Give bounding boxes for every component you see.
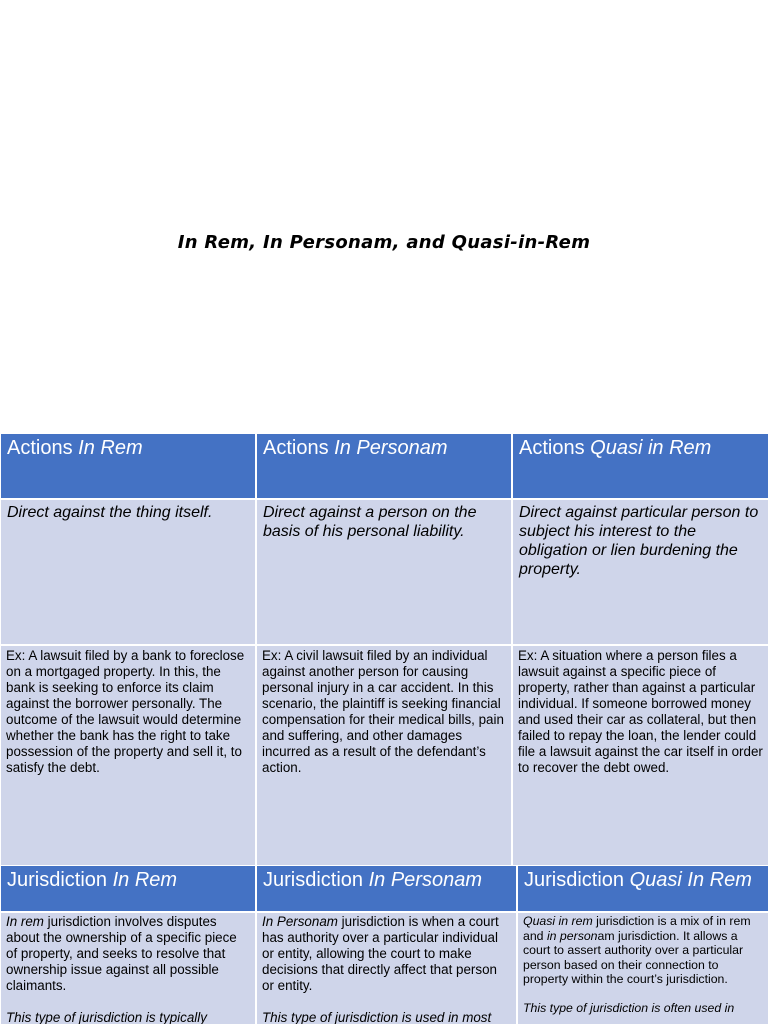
paragraph xyxy=(523,914,763,987)
definition-in-rem: Direct against the thing itself. xyxy=(1,500,255,644)
header-emphasis: In Rem xyxy=(112,869,178,891)
table2-header-in-personam xyxy=(257,866,516,911)
table2-header-in-rem xyxy=(1,866,255,911)
jurisdiction-in-personam-text xyxy=(257,913,516,1024)
header-prefix: Actions xyxy=(7,437,79,459)
header-emphasis: Quasi In Rem xyxy=(629,869,752,891)
paragraph-2: This type of jurisdiction is used in most xyxy=(262,1010,492,1024)
header-emphasis: In Rem xyxy=(78,437,143,459)
paragraph-2: This type of jurisdiction is typically xyxy=(6,1010,207,1024)
header-emphasis: In Personam xyxy=(368,869,482,891)
header-prefix: Jurisdiction xyxy=(263,869,369,891)
example-in-personam: Ex: A civil lawsuit filed by an individual against another person for causing personal injury in a car accident. In this scenario, the plaintiff is seeking financial compensation for their medical bills, pain and suffering, and other damages incurred as a result of the defendant’s action. xyxy=(257,646,511,865)
paragraph-2: This type of jurisdiction is often used in xyxy=(523,1000,735,1015)
term: Quasi in rem xyxy=(523,914,593,928)
header-emphasis: In Personam xyxy=(334,437,448,459)
term-2: in person xyxy=(546,928,598,943)
header-prefix: Actions xyxy=(263,437,335,459)
header-prefix: Jurisdiction xyxy=(524,869,630,891)
table1-header-quasi-in-rem xyxy=(513,434,768,498)
header-emphasis: Quasi in Rem xyxy=(590,437,712,459)
paragraph xyxy=(6,914,250,994)
text: jurisdiction is when a court has authority over a particular individual or entity, allowing the court to make decisions that directly affect that person or entity. xyxy=(262,914,499,993)
paragraph xyxy=(262,914,511,994)
text-2: am jurisdiction. It allows a court to assert authority over a particular person based on their connection to property within the court’s jurisdiction. xyxy=(523,928,744,986)
header-prefix: Actions xyxy=(519,437,591,459)
page-title: In Rem, In Personam, and Quasi-in-Rem xyxy=(177,232,591,253)
definition-in-personam: Direct against a person on the basis of his personal liability. xyxy=(257,500,511,644)
table1-header-in-rem xyxy=(1,434,255,498)
jurisdiction-quasi-in-rem-text xyxy=(518,913,768,1024)
header-prefix: Jurisdiction xyxy=(7,869,113,891)
text: jurisdiction involves disputes about the ownership of a specific piece of property, and seeks to resolve that ownership issue against all possible claimants. xyxy=(6,914,237,993)
example-quasi-in-rem: Ex: A situation where a person files a lawsuit against a specific piece of property, rather than against a particular individual. If someone borrowed money and used their car as collateral, but then failed to repay the loan, the lender could file a lawsuit against the car itself in order to recover the debt owed. xyxy=(513,646,768,865)
term: In Personam xyxy=(262,914,338,929)
example-in-rem: Ex: A lawsuit filed by a bank to foreclose on a mortgaged property. In this, the bank is seeking to enforce its claim against the borrower personally. The outcome of the lawsuit would determine whether the bank has the right to take possession of the property and sell it, to satisfy the debt. xyxy=(1,646,255,865)
table2-header-quasi-in-rem xyxy=(518,866,768,911)
jurisdiction-in-rem-text xyxy=(1,913,255,1024)
definition-quasi-in-rem: Direct against particular person to subject his interest to the obligation or lien burdening the property. xyxy=(513,500,768,644)
text: jurisdiction is a mix of in rem and xyxy=(523,914,751,943)
term: In rem xyxy=(6,914,44,929)
table1-header-in-personam xyxy=(257,434,511,498)
